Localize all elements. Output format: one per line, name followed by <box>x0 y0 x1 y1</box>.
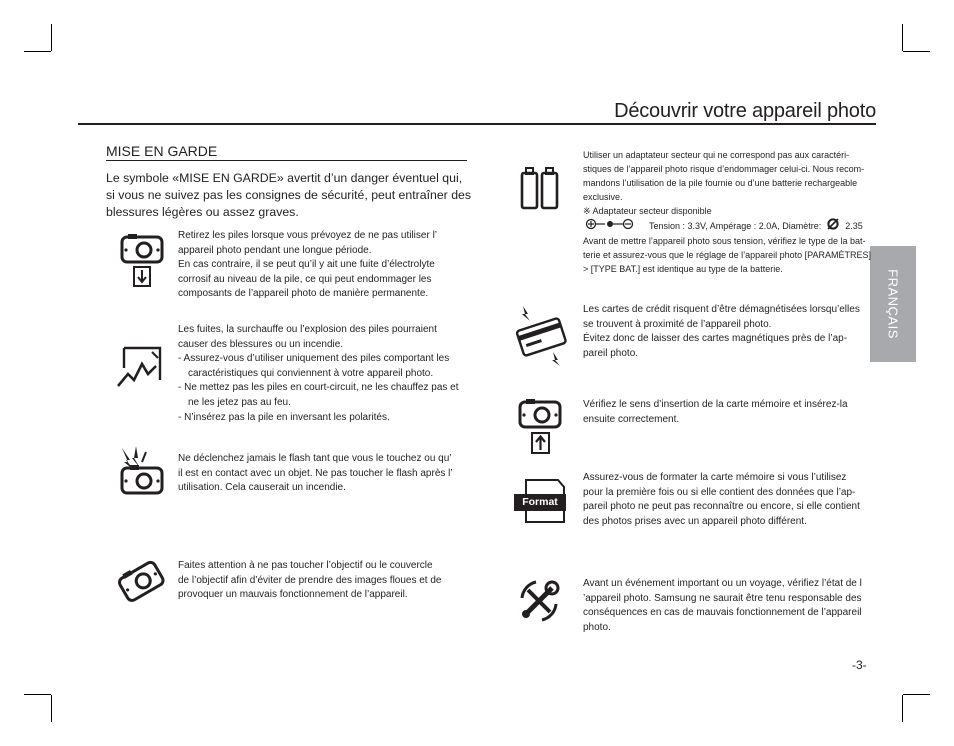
lens-touch-icon <box>116 556 166 606</box>
crop-mark-bottom-right-horizontal <box>903 694 930 695</box>
crop-mark-top-right-vertical <box>902 24 903 51</box>
service-tools-icon <box>514 576 564 626</box>
page-number: -3- <box>852 658 867 672</box>
batteries-icon <box>520 166 560 210</box>
memory-card-insert-icon <box>518 398 564 456</box>
warning-intro: Le symbole «MISE EN GARDE» avertit d’un danger éventuel qui, si vous ne suivez pas les consignes de sécurité, peut entraîner des blessures légères ou assez graves. <box>106 171 472 219</box>
warning-memory-card: Vérifiez le sens d’insertion de la carte mémoire et insérez-la ensuite correctement. <box>583 399 848 425</box>
warning-format-card: Assurez-vous de formater la carte mémoire si vous l’utilisez pour la première fois ou si elle contient des données que l’ap- pareil photo ne peut pas reconnaître ou encore, si elle contient des photos prises avec un appareil photo différent. <box>583 472 860 527</box>
crop-mark-top-left-horizontal <box>24 51 51 52</box>
page-title: Découvrir votre appareil photo <box>614 100 876 122</box>
warning-credit-cards: Les cartes de crédit risquent d’être démagnétisées lorsqu’elles se trouvent à proximité de l’appareil photo. Évitez donc de laisser des cartes magnétiques près de l’ap- pareil photo. <box>583 304 860 359</box>
warning-battery-removal: Retirez les piles lorsque vous prévoyez de ne pas utiliser l’ appareil photo pendant une longue période. En cas contraire, il se peut qu’il y ait une fuite d’électrolyte corrosif au niveau de la pile, ce qui peut endommager les composants de l’appareil photo de manière permanente. <box>178 230 438 300</box>
adapter-spec-line: Tension : 3.3V, Ampérage : 2.0A, Diamètre: 2.35 <box>583 218 883 234</box>
polarity-symbol-icon <box>583 218 639 234</box>
crop-mark-top-right-horizontal <box>903 51 930 52</box>
language-tab-label: FRANÇAIS <box>885 269 901 339</box>
warning-battery-fire: Les fuites, la surchauffe ou l’explosion des piles pourraient causer des blessures ou un incendie. - Assurez-vous d’utiliser uniquement des piles comportant les caractéristiques qui conviennent à votre appareil photo. - Ne mettez pas les piles en court-circuit, ne les chauffez pas et ne les jetez pas au feu. - N’insérez pas la pile en inversant les polarités. <box>178 324 459 423</box>
credit-card-magnet-icon <box>515 306 567 366</box>
crop-mark-bottom-left-vertical <box>51 695 52 722</box>
warning-lens: Faites attention à ne pas toucher l’objectif ou le couvercle de l’objectif afin d’éviter de prendre des images floues et de provoquer un mauvais fonctionnement de l’appareil. <box>178 560 442 601</box>
crop-mark-bottom-right-vertical <box>902 695 903 722</box>
camera-battery-out-icon <box>120 233 166 289</box>
flash-warning-icon <box>118 446 166 496</box>
warning-flash: Ne déclenchez jamais le flash tant que vous le touchez ou qu’ il est en contact avec un objet. Ne pas toucher le flash après l’ utilisation. Cela causerait un incendie. <box>178 453 453 494</box>
crop-mark-top-left-vertical <box>51 24 52 51</box>
title-rule <box>78 123 876 125</box>
format-card-icon <box>514 478 566 524</box>
warning-service: Avant un événement important ou un voyage, vérifiez l’état de l ’appareil photo. Samsung ne saurait être tenu responsable des conséquences en cas de mauvais fonctionnement de l’appareil photo. <box>583 578 862 633</box>
warning-power-adapter: Utiliser un adaptateur secteur qui ne correspond pas aux caractéri- stiques de l’appareil photo risque d’endommager celui-ci. Nous recom- mandons l’utilisation de la pile fournie ou d’une batterie rechargeable exclusive. ※ Adaptateur secteur disponible Tension : 3.3V, Ampérage : 2.0A, Diamètre: 2.35 Avant de mettre l’appareil photo sous tension, vérifiez le type de la bat- terie et assurez-vous que le réglage de l’appareil photo [PARAMÈTRES] > [TYPE BAT.] est identique au type de la batterie. <box>583 148 883 276</box>
section-heading: MISE EN GARDE <box>106 143 467 161</box>
diameter-symbol-icon <box>827 218 839 234</box>
fire-hazard-icon <box>116 346 164 390</box>
crop-mark-bottom-left-horizontal <box>24 694 51 695</box>
format-badge-label: Format <box>522 496 558 508</box>
